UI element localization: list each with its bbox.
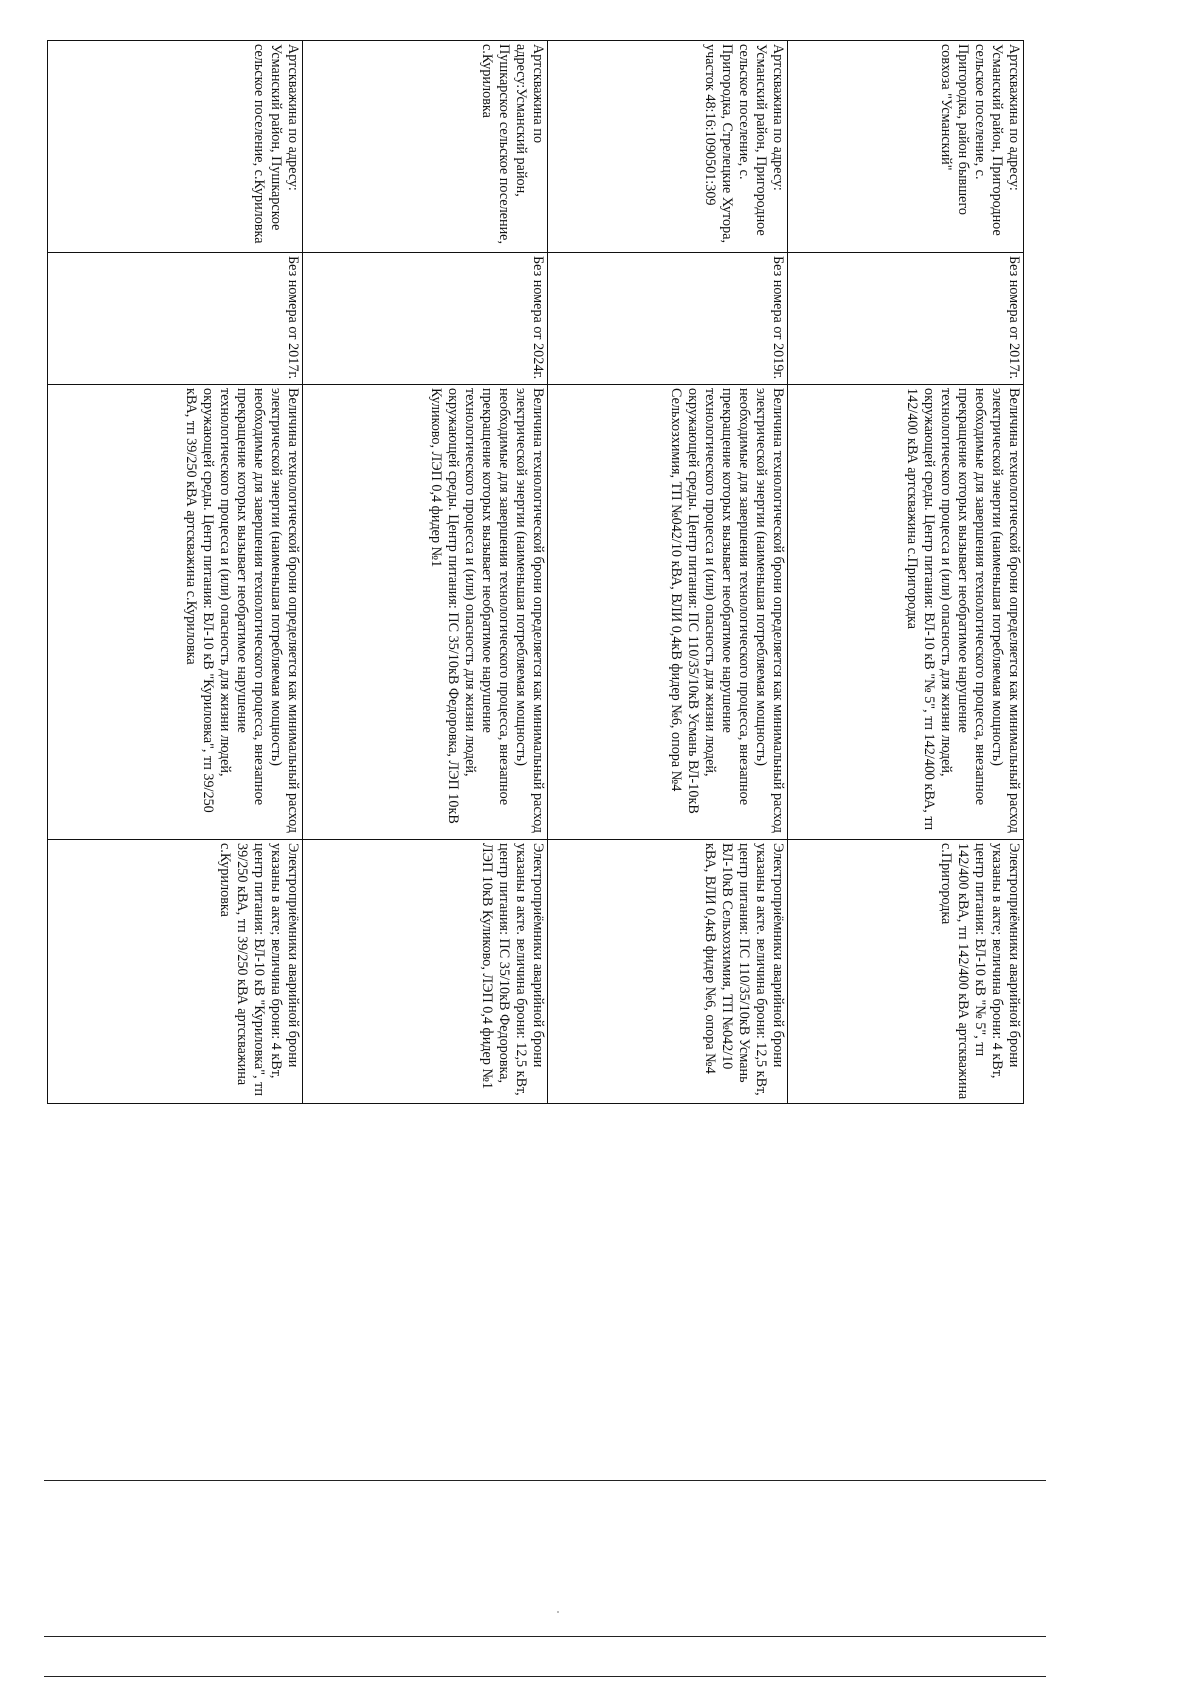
emergency-reserve-cell: Электроприёмники аварийной брони указаны в акте; величина брони: 4 кВт, центр питания: ВЛ-10 кВ "Куриловка", тп 39/250 кВА, тп 39/250 кВА артскважина с.Куриловка — [48, 840, 303, 1104]
act-date-cell: Без номера от 2019г. — [548, 253, 788, 385]
table-row — [303, 41, 548, 1104]
emergency-reserve-cell: Электроприёмники аварийной брони указаны в акте. величина брони: 12,5 кВт, центр питания: ПС 35/10кВ Федоровка, ЛЭП 10кВ Куликово, ЛЭП 0,4 фидер №1 — [303, 840, 548, 1104]
object-address-cell: Артскважина по адресу: Усманский район, Пригородное сельское поселение, с. Пригородка, район бывшего совхоза "Усманский" — [788, 41, 1024, 253]
tech-reserve-cell: Величина технологической брони определяется как минимальный расход электрической энергии (наименьшая потребляемая мощность) необходимые для завершения технологического процесса, внезапное прекращение которых вызывает необратимое нарушение технологического процесса и (или) опасность для жизни людей, окружающей среды. Центр питания: ПС 110/35/10кВ Усмань ВЛ-10кВ Сельхозхимия, ТП №042/10 кВА, ВЛИ 0,4кВ фидер №6, опора №4 — [548, 385, 788, 840]
signature-line — [44, 1676, 1046, 1677]
scan-speck — [557, 1611, 559, 1613]
signature-line — [44, 1480, 1046, 1481]
table-row — [548, 41, 788, 1104]
table-row — [788, 41, 1024, 1104]
emergency-reserve-table — [47, 40, 1024, 1104]
object-address-cell: Артскважина по адресу: Усманский район, Пригородное сельское поселение, с. Пригородка, Стрелецкие Хутора, участок 48:16:1090501:309 — [548, 41, 788, 253]
tech-reserve-cell: Величина технологической брони определяется как минимальный расход электрической энергии (наименьшая потребляемая мощность) необходимые для завершения технологического процесса, внезапное прекращение которых вызывает необратимое нарушение технологического процесса и (или) опасность для жизни людей, окружающей среды. Центр питания: ВЛ-10 кВ "Куриловка", тп 39/250 кВА, тп 39/250 кВА артскважина с.Куриловка — [48, 385, 303, 840]
object-address-cell: Артскважина по адресу:Усманский район, Пушкарское сельское поселение, с.Куриловка — [303, 41, 548, 253]
act-date-cell: Без номера от 2017г. — [788, 253, 1024, 385]
rotated-table-wrapper — [48, 40, 1024, 1103]
act-date-cell: Без номера от 2024г. — [303, 253, 548, 385]
table-row — [48, 41, 303, 1104]
act-date-cell: Без номера от 2017г. — [48, 253, 303, 385]
signature-line — [44, 1636, 1046, 1637]
tech-reserve-cell: Величина технологической брони определяется как минимальный расход электрической энергии (наименьшая потребляемая мощность) необходимые для завершения технологического процесса, внезапное прекращение которых вызывает необратимое нарушение технологического процесса и (или) опасность для жизни людей, окружающей среды. Центр питания: ВЛ-10 кВ "№ 5", тп 142/400 кВА, тп 142/400 кВА артскважина с.Пригородка — [788, 385, 1024, 840]
object-address-cell: Артскважина по адресу: Усманский район, Пушкарское сельское поселение, с.Куриловка — [48, 41, 303, 253]
emergency-reserve-cell: Электроприёмники аварийной брони указаны в акте. величина брони: 12,5 кВт, центр питания: ПС 110/35/10кВ Усмань ВЛ-10кВ Сельхозхимия, ТП №042/10 кВА, ВЛИ 0,4кВ фидер №6, опора №4 — [548, 840, 788, 1104]
emergency-reserve-cell: Электроприёмники аварийной брони указаны в акте; величина брони: 4 кВт, центр питания: ВЛ-10 кВ "№ 5", тп 142/400 кВА, тп 142/400 кВА артскважина с.Пригородка — [788, 840, 1024, 1104]
tech-reserve-cell: Величина технологической брони определяется как минимальный расход электрической энергии (наименьшая потребляемая мощность) необходимые для завершения технологического процесса, внезапное прекращение которых вызывает необратимое нарушение технологического процесса и (или) опасность для жизни людей, окружающей среды. Центр питания: ПС 35/10кВ Федоровка, ЛЭП 10кВ Куликово, ЛЭП 0,4 фидер №1 — [303, 385, 548, 840]
